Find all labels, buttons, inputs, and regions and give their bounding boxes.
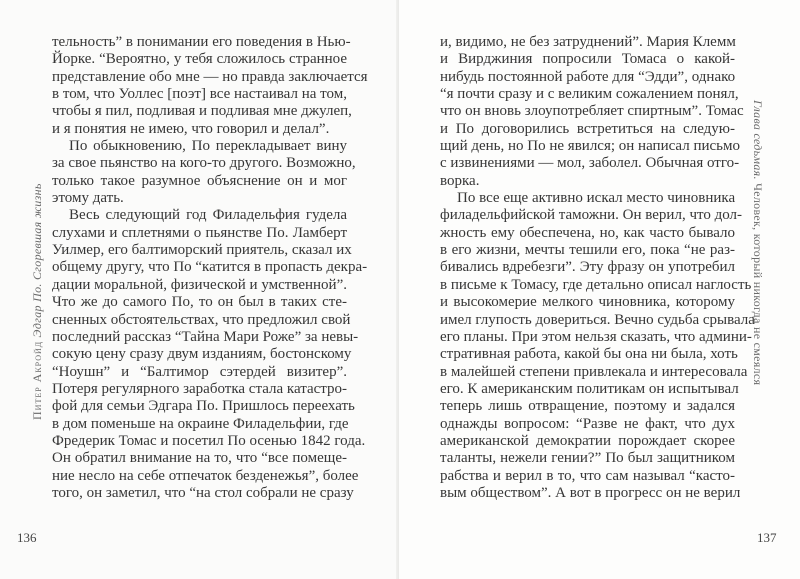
text-line: представление обо мне — но правда заключается — [52, 68, 368, 85]
text-line: Он обратил внимание на то, что “все помеще- — [52, 450, 347, 467]
text-line: “Ноушн” и “Балтимор сэтердей визитер”. — [52, 363, 347, 380]
text-line: бивались вдребезги”. Эту фразу он употребил — [440, 259, 735, 276]
text-line: таланты, нежели гении?” По был защитником — [440, 450, 735, 467]
text-line: последний рассказ “Тайна Мари Роже” за невы- — [52, 328, 359, 345]
text-line: Уилмер, его балтиморский приятель, сказал их — [52, 242, 352, 259]
left-running-head — [30, 183, 45, 420]
text-line: в дом поменьше на окраине Филадельфии, где — [52, 415, 349, 432]
text-line: чтобы я пил, подливая и подливая мне джулеп, — [52, 103, 352, 120]
text-line: и Вирджиния попросили Томаса о какой- — [440, 51, 735, 68]
text-line: однажды вопросом: “Разве не факт, что дух — [440, 415, 735, 432]
text-line: Весь следующий год Филадельфия гудела — [69, 207, 347, 224]
text-line: за свое пьянство на кого-то другого. Возможно, — [52, 155, 356, 172]
text-line: ворка. — [440, 172, 480, 189]
text-line: вым обществом”. А вот в прогресс он не верил — [440, 484, 741, 501]
text-line: в его жизни, мечты тешили его, пока “не раз- — [440, 242, 735, 259]
text-line: ние несло на себе отпечаток безденежья”, более — [52, 467, 359, 484]
text-line: слухами и сплетнями о пьянстве По. Ламберт — [52, 224, 347, 241]
text-line: его планы. При этом нельзя сказать, что админи- — [440, 328, 752, 345]
text-line: что он вновь злоупотребляет спиртным”. Томас — [440, 103, 744, 120]
page-number-right: 137 — [757, 530, 777, 545]
text-line: дации моральной, физической и умственной”. — [52, 276, 347, 293]
text-line: и, видимо, не без затруднений”. Мария Клемм — [440, 34, 736, 50]
text-line: щий день, но По не явился; он написал письмо — [440, 138, 741, 155]
text-line: теперь лишь отвращение, поэтому и задался — [440, 398, 735, 415]
text-line: в письме к Томасу, где детально описал наглость — [440, 276, 752, 293]
text-line: и я понятия не имею, что говорил и делал”. — [52, 120, 330, 137]
text-line: этому дать. — [52, 190, 124, 207]
text-line: и высокомерие мелкого чиновника, которому — [440, 294, 735, 311]
text-line: сненных обстоятельствах, что предложил свой — [52, 311, 351, 328]
text-line: Йорке. “Вероятно, у тебя сложилось странное — [52, 51, 347, 68]
text-line: Потеря регулярного заработка стала катастро- — [52, 380, 347, 397]
text-line: общему другу, что По “катится в пропасть декра- — [52, 259, 368, 276]
right-running-head — [750, 100, 765, 385]
text-line: “я почти сразу и с великим сожалением понял, — [440, 86, 739, 103]
text-line: сокую цену сразу двум изданиям, бостонскому — [52, 346, 352, 363]
text-line: рабства и верил в то, что сам называл “касто- — [440, 467, 735, 484]
text-line: филадельфийской таможни. Он верил, что дол- — [440, 207, 743, 224]
text-line: жность ему обеспечена, но, как часто бывало — [440, 224, 735, 241]
text-line: нибудь постоянной работе для “Эдди”, однако — [440, 68, 736, 85]
text-line: По все еще активно искал место чиновника — [457, 190, 736, 207]
running-head-chapter-title: Человек, который никогда не смеялся — [751, 183, 765, 386]
text-line: с извинениями — мол, заболел. Обычная отго- — [440, 155, 740, 172]
text-line: в том, что Уоллес [поэт] все настаивал на том, — [52, 86, 347, 103]
running-head-chapter: Глава седьмая. — [751, 100, 765, 180]
left-text-column — [52, 34, 368, 502]
page-number-left: 136 — [17, 530, 37, 545]
text-line: По обыкновению, По перекладывает вину — [69, 138, 347, 155]
text-line: фой для семьи Эдгара По. Пришлось переехать — [52, 398, 355, 415]
text-line: Что же до самого По, то он был в таких сте- — [52, 294, 347, 311]
text-line: только такое разумное объяснение он и мог — [52, 172, 347, 189]
text-line: того, он заметил, что “на стол собрали не сразу — [52, 484, 354, 501]
running-head-title: Эдгар По. Сгоревшая жизнь — [30, 183, 44, 338]
text-line: имел глупость довериться. Вечно судьба срывала — [440, 311, 755, 328]
text-line: Фредерик Томас и посетил По осенью 1842 года. — [52, 432, 366, 449]
text-line: в малейшей степени привлекала и интересовала — [440, 363, 748, 380]
text-line: тельность” в понимании его поведения в Нью- — [52, 34, 351, 50]
text-line: стративная работа, какой бы она ни была, хоть — [440, 346, 738, 363]
text-line: и По договорились встретиться на следую- — [440, 120, 735, 137]
running-head-author: Питер Акройд — [30, 340, 44, 420]
text-line: его. К американским политикам он испытывал — [440, 380, 739, 397]
right-text-column — [440, 34, 755, 502]
right-page — [399, 0, 800, 579]
left-page — [0, 0, 399, 579]
text-line: американской демократии порождает скорее — [440, 432, 735, 449]
